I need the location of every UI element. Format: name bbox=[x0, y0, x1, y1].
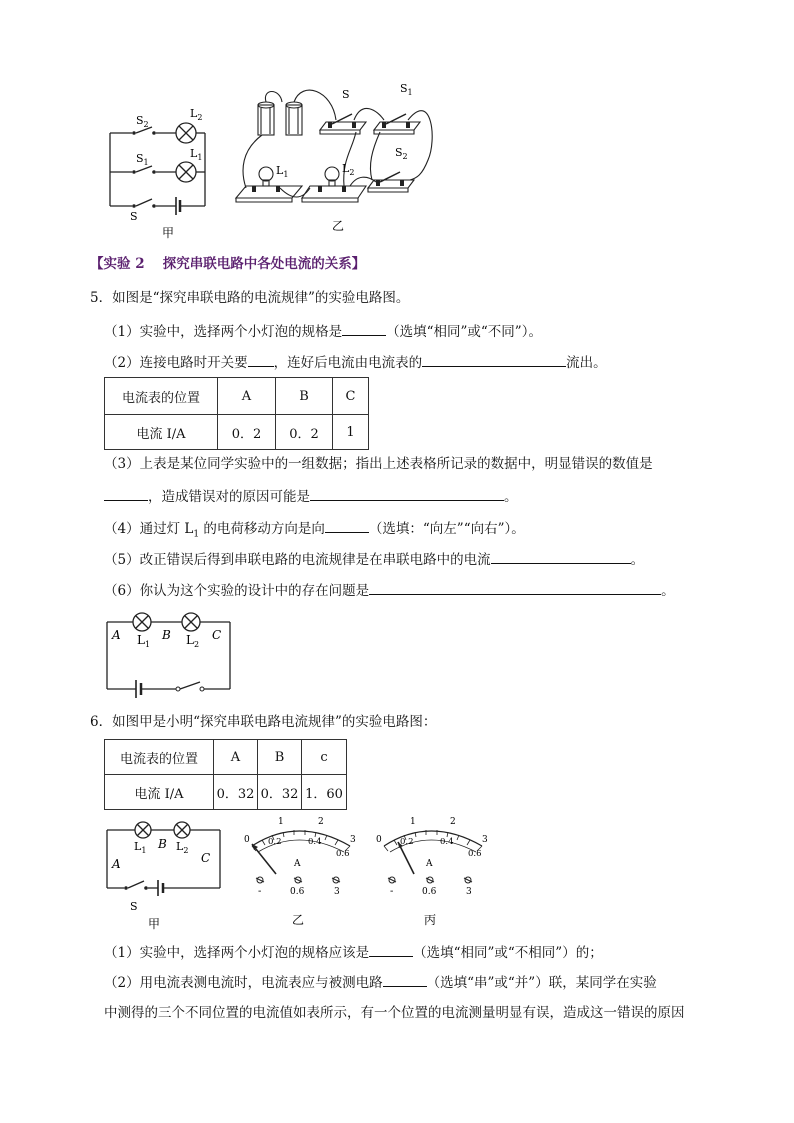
experiment-2-heading: 【实验 2 探究串联电路中各处电流的关系】 bbox=[90, 256, 366, 272]
q6-stem: 6．如图甲是小明“探究串联电路电流规律”的实验电路图： bbox=[90, 714, 437, 730]
table-row-label: 电流 I/A bbox=[105, 775, 214, 810]
label-bing: 丙 bbox=[424, 913, 437, 927]
q6-data-table bbox=[104, 739, 347, 810]
label-yi-s1: $S_1$ bbox=[400, 82, 413, 97]
table-cell: 1 bbox=[333, 415, 369, 450]
label-a: A bbox=[112, 857, 121, 871]
table-row bbox=[105, 775, 347, 810]
meter-bottom-0-4: 0.4 bbox=[440, 837, 454, 847]
table-header-position: 电流表的位置 bbox=[105, 378, 218, 415]
terminal-neg: - bbox=[390, 886, 394, 897]
label-s2: $S_2$ bbox=[136, 114, 149, 129]
label-l2: $L_2$ bbox=[176, 840, 189, 855]
meter-unit: A bbox=[426, 859, 433, 869]
meter-top-2: 2 bbox=[450, 817, 456, 827]
meter-top-0: 0 bbox=[376, 835, 382, 845]
label-yi-s: S bbox=[342, 88, 350, 101]
q6-part1-blank[interactable] bbox=[369, 942, 413, 957]
label-l1: $L_1$ bbox=[134, 840, 147, 855]
label-l1: $L_1$ bbox=[137, 633, 151, 649]
q6-part2: （2）用电流表测电流时，电流表应与被测电路 （选填“串”或“并”）联，某同学在实验 bbox=[104, 972, 657, 993]
terminal-3: 3 bbox=[466, 887, 472, 897]
q5-part3-blank-b[interactable] bbox=[310, 486, 504, 501]
table-cell: 1．60 bbox=[302, 775, 347, 810]
terminal-3: 3 bbox=[334, 887, 340, 897]
label-yi: 乙 bbox=[332, 219, 345, 233]
meter-top-2: 2 bbox=[318, 817, 324, 827]
label-yi-s2: $S_2$ bbox=[395, 146, 408, 161]
q5-part5: （5）改正错误后得到串联电路的电流规律是在串联电路中的电流 。 bbox=[104, 549, 644, 570]
meter-bottom-0-2: 0.2 bbox=[400, 837, 414, 847]
table-header-c: C bbox=[333, 378, 369, 415]
q5-series-circuit-figure bbox=[100, 608, 240, 698]
figure-yi-physical-circuit bbox=[232, 80, 442, 240]
q6-part1: （1）实验中，选择两个小灯泡的规格应该是 （选填“相同”或“不相同”）的； bbox=[104, 942, 603, 963]
label-l2: $L_2$ bbox=[186, 633, 200, 649]
table-cell: 0．32 bbox=[258, 775, 302, 810]
q5-part2-blank-b[interactable] bbox=[422, 352, 566, 367]
table-row-label: 电流 I/A bbox=[105, 415, 218, 450]
label-b: B bbox=[162, 628, 171, 642]
q6-part2-continued: 中测得的三个不同位置的电流值如表所示，有一个位置的电流测量明显有误，造成这一错误的原因 bbox=[104, 1005, 685, 1021]
q5-part6: （6）你认为这个实验的设计中的存在问题是 。 bbox=[104, 580, 675, 601]
label-s: S bbox=[130, 900, 138, 913]
terminal-0-6: 0.6 bbox=[422, 887, 437, 897]
meter-bottom-0-6: 0.6 bbox=[468, 849, 482, 859]
label-l1: $L_1$ bbox=[190, 147, 203, 162]
ammeter-yi bbox=[238, 812, 358, 930]
q5-part2-blank-a[interactable] bbox=[248, 352, 274, 367]
label-b: B bbox=[158, 837, 167, 851]
table-header-a: A bbox=[214, 740, 258, 775]
table-cell: 0．2 bbox=[218, 415, 276, 450]
table-header-c: c bbox=[302, 740, 347, 775]
ammeter-bing bbox=[370, 812, 490, 930]
table-header-position: 电流表的位置 bbox=[105, 740, 214, 775]
table-row bbox=[105, 415, 369, 450]
q5-stem: 5．如图是“探究串联电路的电流规律”的实验电路图。 bbox=[90, 290, 410, 306]
label-c: C bbox=[201, 851, 211, 865]
q5-part2: （2）连接电路时开关要 ，连好后电流由电流表的 流出。 bbox=[104, 352, 607, 373]
label-yi-l2: $L_2$ bbox=[342, 162, 355, 177]
label-jia: 甲 bbox=[148, 917, 161, 931]
table-header-a: A bbox=[218, 378, 276, 415]
label-l2: $L_2$ bbox=[190, 107, 203, 122]
q5-part1: （1）实验中，选择两个小灯泡的规格是 （选填“相同”或“不同”）。 bbox=[104, 321, 542, 342]
label-c: C bbox=[212, 628, 222, 642]
q5-data-table bbox=[104, 377, 369, 450]
meter-unit: A bbox=[294, 859, 301, 869]
label-s1: $S_1$ bbox=[136, 152, 149, 167]
q5-part1-blank[interactable] bbox=[342, 321, 386, 336]
q6-circuit-figure-jia bbox=[100, 820, 230, 930]
q5-part6-blank[interactable] bbox=[369, 580, 661, 595]
meter-bottom-0-6: 0.6 bbox=[336, 849, 350, 859]
terminal-neg: - bbox=[258, 886, 262, 897]
table-row bbox=[105, 378, 369, 415]
table-header-b: B bbox=[276, 378, 333, 415]
q5-part3-line1: （3）上表是某位同学实验中的一组数据；指出上述表格所记录的数据中，明显错误的数值是 bbox=[104, 456, 653, 472]
label-yi: 乙 bbox=[292, 913, 305, 927]
table-row bbox=[105, 740, 347, 775]
table-cell: 0．2 bbox=[276, 415, 333, 450]
meter-bottom-0-4: 0.4 bbox=[308, 837, 322, 847]
meter-top-1: 1 bbox=[278, 817, 284, 827]
meter-top-0: 0 bbox=[244, 835, 250, 845]
label-a: A bbox=[112, 628, 121, 642]
meter-bottom-0-2: 0.2 bbox=[268, 837, 282, 847]
q5-part5-blank[interactable] bbox=[491, 549, 631, 564]
meter-top-3: 3 bbox=[350, 835, 356, 845]
label-yi-l1: $L_1$ bbox=[276, 164, 289, 179]
q5-part3-line2: ，造成错误对的原因可能是 。 bbox=[104, 486, 518, 507]
table-cell: 0．32 bbox=[214, 775, 258, 810]
label-s: S bbox=[130, 210, 138, 223]
meter-top-3: 3 bbox=[482, 835, 488, 845]
q5-part4-blank[interactable] bbox=[325, 518, 369, 533]
q5-part3-blank-a[interactable] bbox=[104, 486, 148, 501]
q5-part4: （4）通过灯 $L_1$ 的电荷移动方向是向 （选填：“向左”“向右”）。 bbox=[104, 518, 525, 545]
figure-jia-parallel-circuit bbox=[90, 100, 230, 240]
meter-top-1: 1 bbox=[410, 817, 416, 827]
table-header-b: B bbox=[258, 740, 302, 775]
label-jia: 甲 bbox=[162, 226, 175, 240]
q6-part2-blank[interactable] bbox=[383, 972, 427, 987]
terminal-0-6: 0.6 bbox=[290, 887, 305, 897]
